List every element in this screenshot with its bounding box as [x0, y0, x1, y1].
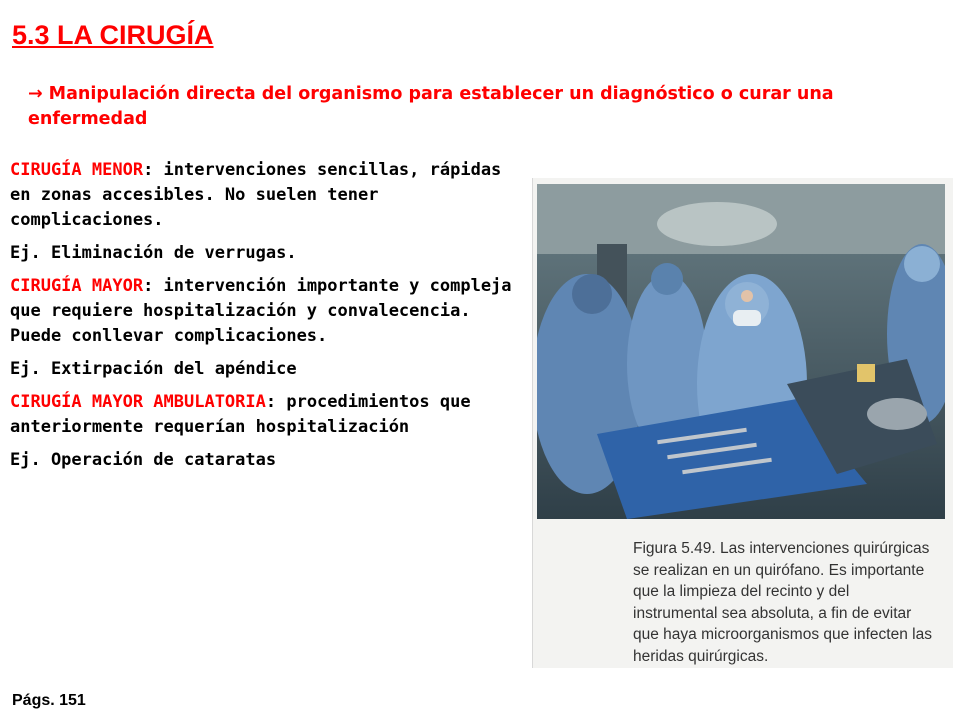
figure-caption: Figura 5.49. Las intervenciones quirúrgicas se realizan en un quirófano. Es importante que la limpieza del recinto y del instrumental sea absoluta, a fin de evitar que haya microorganismos que infecten las heridas quirúrgicas. — [633, 540, 932, 665]
minor-surgery-text: : intervenciones sencillas, rápidas en zonas accesibles. No suelen tener complicaciones. — [10, 160, 502, 230]
page-reference: Págs. 151 — [12, 692, 86, 709]
intro-text: Manipulación directa del organismo para establecer un diagnóstico o curar una enfermedad — [28, 84, 834, 129]
term-major-surgery: CIRUGÍA MAYOR — [10, 276, 144, 296]
term-minor-surgery: CIRUGÍA MENOR — [10, 160, 144, 180]
figure-panel — [532, 178, 953, 668]
major-surgery-example: Ej. Extirpación del apéndice — [10, 359, 297, 379]
surgery-types-list — [10, 158, 530, 481]
intro-definition — [28, 82, 938, 132]
major-surgery-definition — [10, 274, 530, 349]
page-title: 5.3 LA CIRUGÍA — [12, 20, 214, 50]
operating-room-photo — [537, 184, 945, 519]
ambulatory-surgery-text: : procedimientos que anteriormente requerían hospitalización — [10, 392, 471, 437]
minor-surgery-definition — [10, 158, 530, 233]
minor-surgery-example: Ej. Eliminación de verrugas. — [10, 243, 297, 263]
major-surgery-text: : intervención importante y compleja que requiere hospitalización y convalecencia. Puede conllevar complicaciones. — [10, 276, 512, 346]
ambulatory-surgery-example: Ej. Operación de cataratas — [10, 450, 277, 470]
arrow-right-icon: → — [28, 84, 43, 104]
ambulatory-surgery-definition — [10, 390, 530, 440]
term-ambulatory-surgery: CIRUGÍA MAYOR AMBULATORIA — [10, 392, 266, 412]
